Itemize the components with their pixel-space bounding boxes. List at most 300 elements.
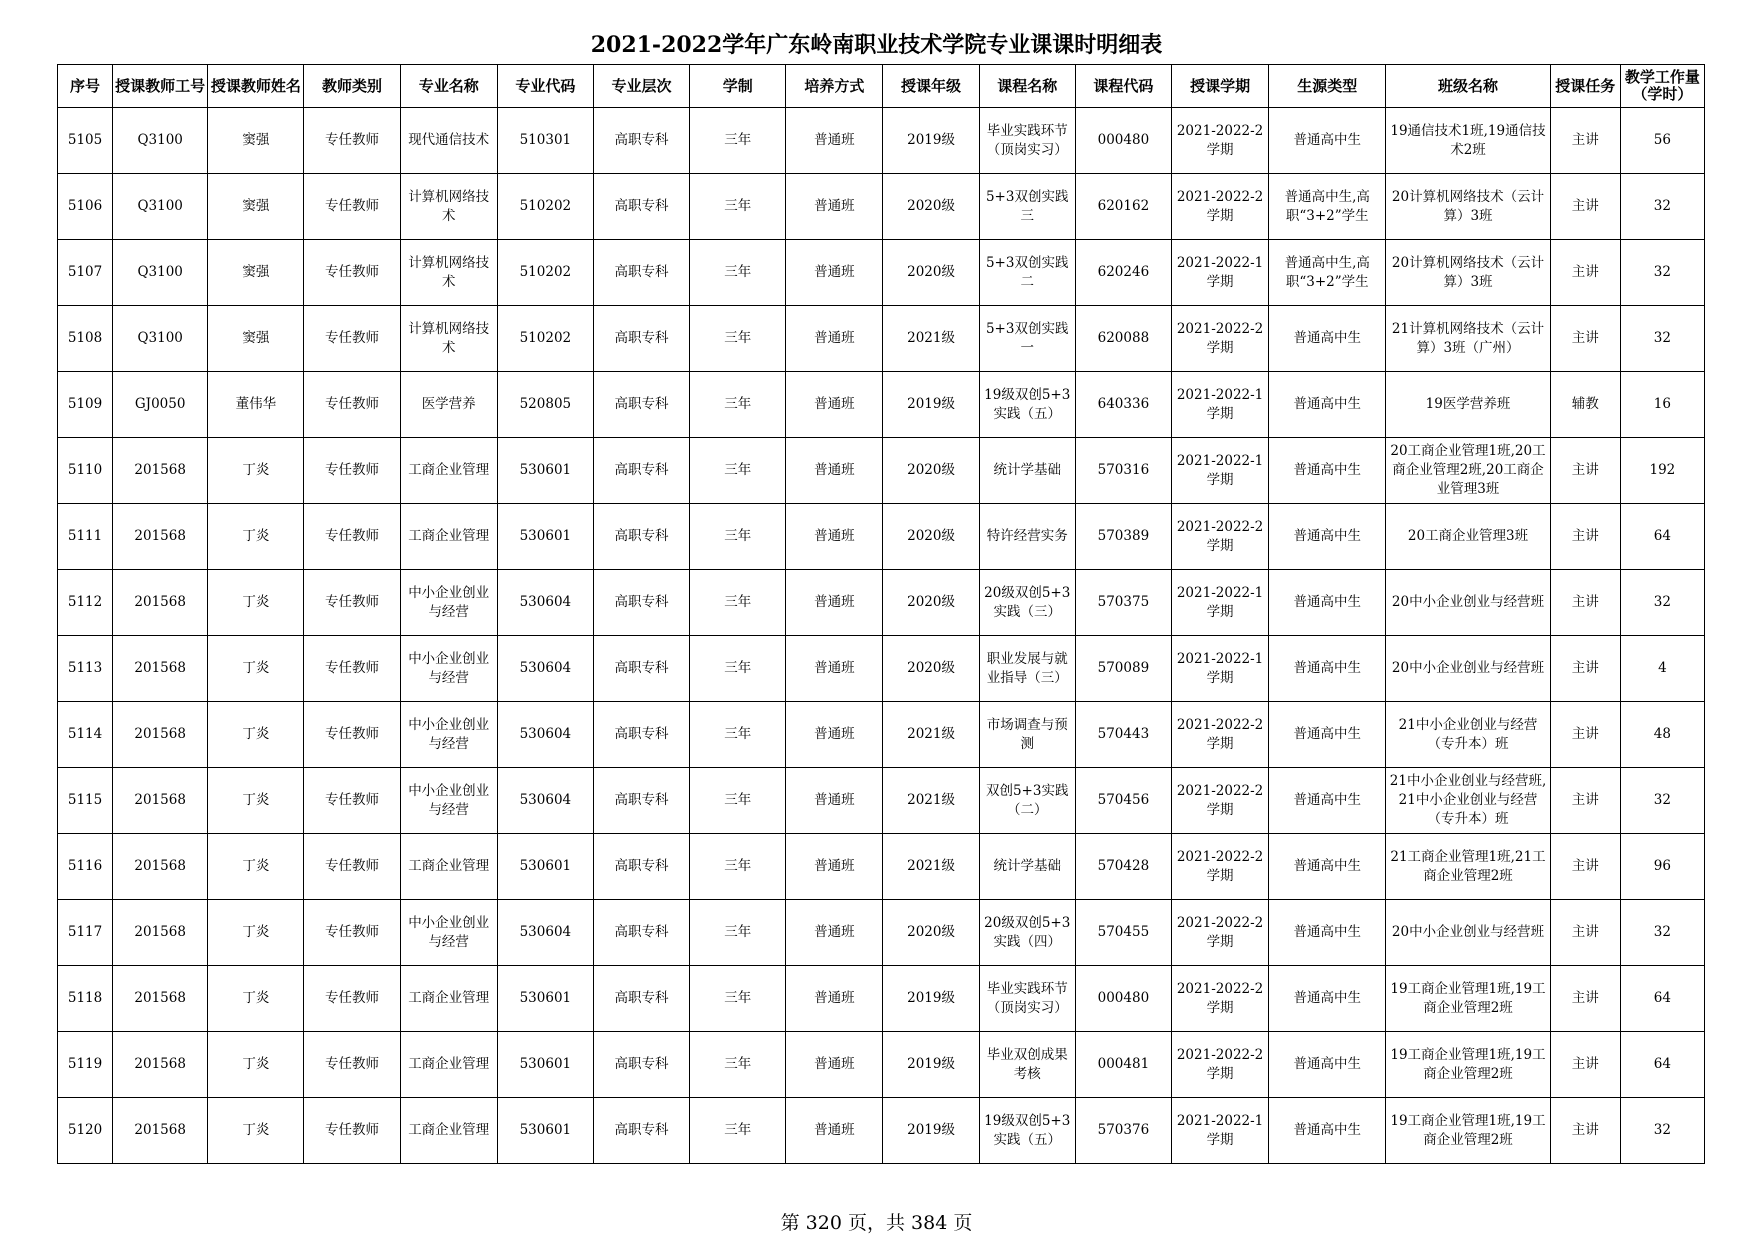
cell-text: 201568 [134,726,186,742]
cell-text: 普通高中生 [1293,858,1361,874]
cell-text: 三年 [724,132,752,148]
col-course-name-cell [979,636,1075,702]
col-teacher-name-cell [208,306,304,372]
col-major-name-cell [400,504,497,570]
col-level-cell [593,834,689,900]
cell-text: 工商企业管理 [408,528,490,544]
cell-text: 普通班 [814,264,855,280]
cell-text: 丁炎 [242,726,270,742]
cell-text: 2021-2022-2学期 [1176,914,1264,950]
col-teacher-name-cell [208,174,304,240]
col-student-source-header: 生源类型 [1269,65,1386,108]
col-major-name-cell [400,372,497,438]
col-training-mode-cell [786,966,883,1032]
table-row [58,702,1705,768]
col-teacher-type-cell [304,570,400,636]
col-training-mode-cell [786,768,883,834]
cell-text: 专任教师 [325,396,380,412]
cell-text: 530601 [519,990,572,1006]
col-class-name-cell [1386,966,1550,1032]
cell-text: 普通高中生 [1293,792,1361,808]
cell-text: 普通班 [814,462,855,478]
cell-text: 19工商企业管理1班,19工商企业管理2班 [1390,980,1546,1016]
col-class-name-cell [1386,1098,1550,1164]
cell-text: 5+3双创实践一 [985,320,1069,356]
col-duration-cell [690,438,786,504]
cell-text: 2021-2022-1学期 [1176,254,1264,290]
col-major-name-cell [400,108,497,174]
cell-text: 三年 [724,198,752,214]
col-course-code-cell [1075,966,1171,1032]
col-teacher-id-cell [113,372,208,438]
col-task-cell [1550,372,1620,438]
cell-text: 普通班 [814,990,855,1006]
col-course-code-cell [1075,834,1171,900]
cell-text: 专任教师 [325,858,380,874]
col-serial-cell [58,306,113,372]
cell-text: 201568 [134,924,186,940]
col-teacher-name-cell [208,372,304,438]
col-semester-cell [1171,768,1268,834]
col-teacher-id-cell [113,438,208,504]
cell-text: 20计算机网络技术（云计算）3班 [1391,188,1545,224]
col-major-name-cell [400,174,497,240]
cell-text: 32 [1653,198,1671,214]
col-grade-cell [883,966,979,1032]
cell-text: 中小企业创业与经营 [408,914,490,950]
col-teacher-name-cell [208,438,304,504]
col-duration-cell [690,240,786,306]
col-major-name-cell [400,570,497,636]
cell-text: 5114 [67,726,103,742]
col-student-source-cell [1269,834,1386,900]
cell-text: 570089 [1097,660,1150,676]
cell-text: 32 [1653,594,1671,610]
col-level-cell [593,702,689,768]
cell-text: 普通班 [814,594,855,610]
col-task-cell [1550,1032,1620,1098]
col-course-name-cell [979,966,1075,1032]
col-training-mode-cell [786,438,883,504]
cell-text: 普通高中生,高职“3+2”学生 [1284,254,1370,290]
col-teacher-id-cell [113,504,208,570]
col-training-mode-cell [786,174,883,240]
col-teacher-type-cell [304,438,400,504]
col-class-name-header: 班级名称 [1386,65,1550,108]
col-major-name-header: 专业名称 [400,65,497,108]
cell-text: 16 [1653,396,1671,412]
col-workload-cell [1620,834,1704,900]
cell-text: 570456 [1097,792,1150,808]
col-teacher-name-cell [208,1098,304,1164]
cell-text: 三年 [724,396,752,412]
col-workload-cell [1620,438,1704,504]
cell-text: 主讲 [1571,1122,1599,1138]
cell-text: 620088 [1097,330,1150,346]
col-task-cell [1550,702,1620,768]
cell-text: 专任教师 [325,924,380,940]
cell-text: 普通班 [814,924,855,940]
col-level-cell [593,1098,689,1164]
cell-text: 2021-2022-1学期 [1176,452,1264,488]
cell-text: 普通班 [814,396,855,412]
col-teacher-id-cell [113,768,208,834]
cell-text: 201568 [134,594,186,610]
col-level-cell [593,1032,689,1098]
col-task-header: 授课任务 [1550,65,1620,108]
col-task-cell [1550,240,1620,306]
col-grade-cell [883,438,979,504]
col-course-name-cell [979,834,1075,900]
col-teacher-id-cell [113,834,208,900]
cell-text: 2021-2022-2学期 [1176,1046,1264,1082]
cell-text: 三年 [724,462,752,478]
col-duration-cell [690,1032,786,1098]
col-teacher-id-cell [113,306,208,372]
cell-text: 主讲 [1571,990,1599,1006]
col-teacher-name-header: 授课教师姓名 [208,65,304,108]
col-teacher-type-cell [304,900,400,966]
col-student-source-cell [1269,108,1386,174]
col-task-cell [1550,306,1620,372]
col-course-code-cell [1075,438,1171,504]
cell-text: 专任教师 [325,1056,380,1072]
cell-text: 专任教师 [325,792,380,808]
cell-text: 20计算机网络技术（云计算）3班 [1391,254,1545,290]
cell-text: 570455 [1097,924,1150,940]
table-row [58,108,1705,174]
col-semester-cell [1171,306,1268,372]
col-class-name-cell [1386,174,1550,240]
cell-text: 5107 [67,264,103,280]
table-row [58,504,1705,570]
cell-text: 20工商企业管理1班,20工商企业管理2班,20工商企业管理3班 [1390,443,1546,497]
cell-text: 窦强 [242,198,270,214]
col-workload-cell [1620,1032,1704,1098]
cell-text: 2021-2022-2学期 [1176,848,1264,884]
cell-text: 201568 [134,792,186,808]
col-course-code-cell [1075,1098,1171,1164]
cell-text: 专任教师 [325,1122,380,1138]
cell-text: 5108 [67,330,103,346]
cell-text: 530604 [519,924,572,940]
cell-text: 2021级 [907,726,955,742]
cell-text: 20级双创5+3实践（三） [984,584,1071,620]
col-major-name-cell [400,306,497,372]
col-student-source-cell [1269,1098,1386,1164]
col-training-mode-cell [786,240,883,306]
col-task-cell [1550,768,1620,834]
col-course-name-cell [979,570,1075,636]
col-major-code-cell [497,966,593,1032]
cell-text: 毕业实践环节（顶岗实习） [986,122,1068,158]
col-serial-cell [58,1032,113,1098]
col-course-name-cell [979,306,1075,372]
col-serial-cell [58,174,113,240]
col-teacher-id-header: 授课教师工号 [113,65,208,108]
cell-text: 201568 [134,990,186,1006]
cell-text: 丁炎 [242,792,270,808]
cell-text: 三年 [724,330,752,346]
cell-text: 三年 [724,264,752,280]
col-teacher-type-cell [304,504,400,570]
col-training-mode-cell [786,504,883,570]
cell-text: 2020级 [907,660,955,676]
cell-text: 640336 [1097,396,1150,412]
col-major-code-cell [497,174,593,240]
col-duration-cell [690,1098,786,1164]
cell-text: 2021-2022-2学期 [1176,782,1264,818]
col-course-name-cell [979,174,1075,240]
col-course-code-cell [1075,570,1171,636]
cell-text: 高职专科 [614,858,669,874]
cell-text: 2019级 [907,132,955,148]
col-level-cell [593,174,689,240]
col-teacher-type-cell [304,834,400,900]
cell-text: 570428 [1097,858,1150,874]
cell-text: 2021-2022-1学期 [1176,1112,1264,1148]
col-teacher-id-cell [113,570,208,636]
col-level-cell [593,372,689,438]
cell-text: 32 [1653,330,1671,346]
cell-text: 21计算机网络技术（云计算）3班（广州） [1391,320,1545,356]
cell-text: 市场调查与预测 [986,716,1068,752]
col-grade-cell [883,372,979,438]
col-major-code-cell [497,570,593,636]
col-training-mode-cell [786,570,883,636]
cell-text: Q3100 [137,264,183,280]
col-course-code-cell [1075,636,1171,702]
cell-text: 2020级 [907,198,955,214]
col-major-code-cell [497,834,593,900]
col-level-cell [593,438,689,504]
cell-text: 5120 [67,1122,103,1138]
col-workload-cell [1620,108,1704,174]
col-semester-cell [1171,504,1268,570]
cell-text: 56 [1653,132,1671,148]
cell-text: 高职专科 [614,1056,669,1072]
col-course-name-cell [979,108,1075,174]
col-training-mode-cell [786,636,883,702]
cell-text: 专任教师 [325,528,380,544]
cell-text: 2021-2022-2学期 [1176,188,1264,224]
cell-text: 工商企业管理 [408,462,490,478]
cell-text: 570443 [1097,726,1150,742]
col-class-name-cell [1386,438,1550,504]
table-row [58,636,1705,702]
col-grade-cell [883,768,979,834]
col-major-code-header: 专业代码 [497,65,593,108]
col-teacher-name-cell [208,834,304,900]
cell-text: 普通高中生 [1293,924,1361,940]
cell-text: 19医学营养班 [1425,396,1511,412]
col-teacher-name-cell [208,570,304,636]
col-workload-cell [1620,768,1704,834]
cell-text: 5109 [67,396,103,412]
cell-text: 普通班 [814,198,855,214]
col-training-mode-header: 培养方式 [786,65,883,108]
cell-text: 专任教师 [325,726,380,742]
cell-text: Q3100 [137,330,183,346]
cell-text: 主讲 [1571,726,1599,742]
col-class-name-cell [1386,570,1550,636]
cell-text: 中小企业创业与经营 [408,716,490,752]
col-major-code-cell [497,372,593,438]
cell-text: 19工商企业管理1班,19工商企业管理2班 [1390,1046,1546,1082]
cell-text: 普通高中生 [1293,594,1361,610]
cell-text: 64 [1653,528,1671,544]
col-major-code-cell [497,306,593,372]
col-training-mode-cell [786,900,883,966]
col-teacher-id-cell [113,966,208,1032]
col-task-cell [1550,636,1620,702]
cell-text: 高职专科 [614,726,669,742]
cell-text: 专任教师 [325,264,380,280]
col-class-name-cell [1386,240,1550,306]
col-student-source-cell [1269,636,1386,702]
cell-text: 高职专科 [614,198,669,214]
cell-text: 三年 [724,726,752,742]
col-workload-cell [1620,372,1704,438]
col-teacher-type-cell [304,702,400,768]
cell-text: 丁炎 [242,990,270,1006]
table-row [58,1032,1705,1098]
cell-text: 5113 [67,660,103,676]
col-training-mode-cell [786,372,883,438]
col-semester-cell [1171,702,1268,768]
col-course-name-cell [979,1032,1075,1098]
cell-text: 5115 [67,792,103,808]
col-course-name-cell [979,900,1075,966]
col-serial-cell [58,702,113,768]
cell-text: 窦强 [242,132,270,148]
cell-text: 计算机网络技术 [408,320,490,356]
col-semester-cell [1171,174,1268,240]
cell-text: 510202 [519,198,572,214]
col-teacher-id-cell [113,1032,208,1098]
col-training-mode-cell [786,108,883,174]
cell-text: 普通高中生 [1293,1056,1361,1072]
course-hours-table [57,64,1705,1164]
col-student-source-cell [1269,768,1386,834]
cell-text: 5105 [67,132,103,148]
col-major-code-cell [497,702,593,768]
col-task-cell [1550,438,1620,504]
cell-text: 96 [1653,858,1671,874]
col-course-code-cell [1075,768,1171,834]
col-semester-cell [1171,372,1268,438]
col-course-code-cell [1075,702,1171,768]
col-student-source-cell [1269,1032,1386,1098]
col-course-code-cell [1075,504,1171,570]
cell-text: 专任教师 [325,330,380,346]
cell-text: 21中小企业创业与经营班,21中小企业创业与经营（专升本）班 [1389,773,1547,827]
col-serial-cell [58,504,113,570]
cell-text: 21工商企业管理1班,21工商企业管理2班 [1390,848,1546,884]
col-level-cell [593,966,689,1032]
col-class-name-cell [1386,372,1550,438]
col-task-cell [1550,1098,1620,1164]
col-grade-cell [883,702,979,768]
cell-text: 高职专科 [614,990,669,1006]
col-teacher-id-cell [113,240,208,306]
cell-text: 32 [1653,1122,1671,1138]
cell-text: 5+3双创实践二 [985,254,1069,290]
col-level-cell [593,636,689,702]
cell-text: 5112 [67,594,103,610]
col-semester-cell [1171,834,1268,900]
col-duration-cell [690,900,786,966]
cell-text: 19工商企业管理1班,19工商企业管理2班 [1390,1112,1546,1148]
cell-text: 2019级 [907,396,955,412]
col-serial-cell [58,438,113,504]
col-course-code-cell [1075,174,1171,240]
cell-text: 2020级 [907,264,955,280]
col-teacher-type-cell [304,636,400,702]
cell-text: 20中小企业创业与经营班 [1391,594,1545,610]
cell-text: 主讲 [1571,924,1599,940]
cell-text: 专任教师 [325,132,380,148]
cell-text: 2021-2022-2学期 [1176,980,1264,1016]
col-class-name-cell [1386,900,1550,966]
col-duration-cell [690,174,786,240]
cell-text: 普通班 [814,726,855,742]
cell-text: 5111 [67,528,103,544]
cell-text: 计算机网络技术 [408,254,490,290]
col-class-name-cell [1386,306,1550,372]
cell-text: GJ0050 [134,396,186,412]
col-semester-cell [1171,108,1268,174]
cell-text: 4 [1658,660,1667,676]
cell-text: 000480 [1097,990,1150,1006]
cell-text: 双创5+3实践（二） [985,782,1069,818]
cell-text: 普通高中生 [1293,990,1361,1006]
cell-text: 20级双创5+3实践（四） [984,914,1071,950]
col-semester-cell [1171,570,1268,636]
col-course-code-cell [1075,306,1171,372]
cell-text: 主讲 [1571,528,1599,544]
cell-text: 中小企业创业与经营 [408,782,490,818]
cell-text: 普通高中生 [1293,1122,1361,1138]
cell-text: 工商企业管理 [408,858,490,874]
col-duration-cell [690,306,786,372]
col-teacher-name-cell [208,900,304,966]
cell-text: 高职专科 [614,462,669,478]
cell-text: 普通班 [814,660,855,676]
cell-text: 高职专科 [614,330,669,346]
col-teacher-id-cell [113,174,208,240]
cell-text: 丁炎 [242,858,270,874]
col-teacher-type-cell [304,240,400,306]
cell-text: 2021-2022-2学期 [1176,320,1264,356]
col-serial-cell [58,768,113,834]
col-task-cell [1550,900,1620,966]
cell-text: 19级双创5+3实践（五） [984,1112,1071,1148]
cell-text: 专任教师 [325,660,380,676]
col-major-name-cell [400,834,497,900]
cell-text: 5118 [67,990,103,1006]
col-major-code-cell [497,108,593,174]
col-major-code-cell [497,768,593,834]
col-duration-cell [690,372,786,438]
col-workload-cell [1620,636,1704,702]
col-task-cell [1550,108,1620,174]
col-grade-cell [883,174,979,240]
cell-text: 2021-2022-2学期 [1176,122,1264,158]
col-level-cell [593,768,689,834]
col-course-name-cell [979,372,1075,438]
col-class-name-cell [1386,834,1550,900]
